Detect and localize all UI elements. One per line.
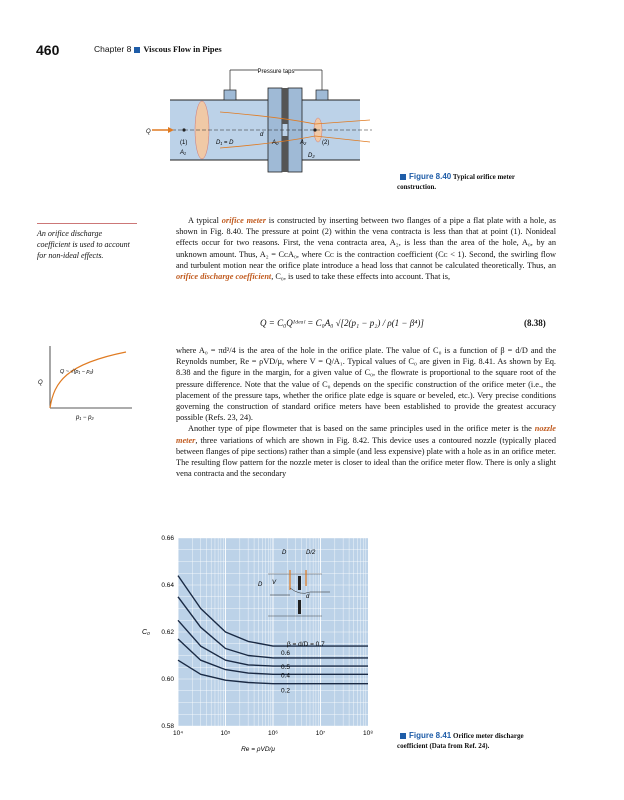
series-label: 0.5 [281,664,291,672]
series-label: 0.2 [281,687,291,695]
d2-label: D₂ [308,153,315,159]
p1-pre: A typical [188,216,222,225]
figure-8-41-chart [140,528,390,758]
page-number: 460 [36,42,60,58]
inset-v: V [272,580,277,586]
x-tick-label: 10⁷ [315,730,326,737]
p2-text: where A₀ = πd²/4 is the area of the hole in the orifice plate. The value of C₀ is a function of β = d/D and the Reynolds number, Re = ρVD/μ, where V = Q/A₁. Typical values of C₀ are given in Fig. 8.41. As shown by Eq. 8.38 and the figure in the margin, for a given value of C₀, the flowrate is proportional to the square root of the pressure difference. Note that the value of C₀ depends on the specific construction of the orifice meter (i.e., the placement of the pressure taps, whether the orifice plate edge is square or beveled, etc.). Very precise conditions governing the construction of standard orifice meters have been established to provide the greatest accuracy possible (Refs. 23, 24). [176,346,556,423]
square-bullet-icon [400,174,406,180]
margin-chart-curve-label: Q ~ √(p₁ − p₂) [60,369,94,375]
figure-8-40-label: Figure 8.40 [409,172,452,181]
figure-8-41-label: Figure 8.41 [409,731,452,740]
term-orifice-meter: orifice meter [221,216,266,225]
p3-pre: Another type of pipe flowmeter that is based on the same principles used in the orifice meter is the [188,424,535,434]
figure-8-41-caption-text: Orifice meter discharge coefficient (Data from Ref. 24). [397,732,524,750]
y-tick-label: 0.64 [161,582,174,589]
inset-d-left: D [258,582,263,588]
paragraph-1 [176,215,556,282]
pressure-tap-2 [316,90,328,100]
margin-chart-xlabel: p₁ − p₂ [76,415,94,421]
square-bullet-icon [400,733,406,739]
y-tick-label: 0.58 [161,723,174,730]
chapter-title: Viscous Flow in Pipes [143,44,222,54]
running-header [94,44,222,54]
x-tick-label: 10⁵ [220,730,231,737]
margin-note: An orifice discharge coefficient is used to account for non-ideal effects. [37,223,137,261]
d-label: d [260,132,264,138]
p3-post: , three variations of which are shown in Fig. 8.42. This device uses a contoured nozzle (typically placed between flanges of pipe sections) rather than a simple (and less expensive) plate with a hole as in an orifice meter. The resulting flow pattern for the nozzle meter is closer to ideal than the orifice meter flow. There is only a slight vena contracta and the secondary [176,435,556,479]
margin-chart-ylabel: Q [38,380,43,386]
y-tick-label: 0.62 [161,629,174,636]
series-label: 0.4 [281,672,291,680]
series-label: 0.6 [281,649,291,657]
pressure-tap-1 [224,90,236,100]
paragraph-2 [176,345,556,479]
p1-post: is constructed by inserting between two flanges of a pipe a flat plate with a hole, as shown in Fig. 8.40. The pressure at point (2) within the vena contracta is less than that at point (1). Nonideal effects occur for two reasons. First, the vena contracta area, A₂, is less than the area of the hole, A₀, by an unknown amount. Thus, A₂ = CᴄA₀, where Cᴄ is the contraction coefficient (Cᴄ < 1). Second, the swirling flow and turbulent motion near the orifice plate introduce a head loss that cannot be calculated theoretically. Thus, an [176,216,556,270]
sqrt-curve [50,352,126,408]
figure-8-40-caption-text: Typical orifice meter construction. [397,173,515,191]
d1-label: D₁ = D [216,140,234,146]
p1-post2: , C₀, is used to take these effects into account. That is, [271,272,451,282]
y-tick-label: 0.66 [161,535,174,542]
point-2-label: (2) [322,140,330,146]
x-tick-label: 10⁶ [268,730,278,737]
chapter-label: Chapter 8 [94,44,132,54]
point-1-label: (1) [180,140,188,146]
x-tick-label: 10⁴ [172,730,184,737]
margin-chart-q-vs-dp [36,342,136,422]
x-axis-label: Re = ρVD/μ [241,746,275,753]
inset-d-top: D [282,550,287,556]
figure-8-40-caption [397,172,527,192]
q-label: Q [146,129,151,135]
figure-8-41-caption [397,731,547,751]
inset-plate-bottom [298,600,301,614]
a1-label: A₁ [180,150,186,156]
inset-plate-top [298,576,301,590]
figure-8-40-orifice-diagram [140,62,390,192]
square-bullet-icon [134,47,140,53]
term-orifice-discharge-coefficient: orifice discharge coefficient [176,272,272,282]
y-axis-label: C₀ [142,629,151,636]
a0-label: A₀ [272,140,279,146]
y-tick-label: 0.60 [161,676,174,683]
beta-label: β = d/D = 0.7 [287,641,325,648]
inset-d-half: D/2 [306,550,316,556]
equation-number: (8.38) [524,318,546,328]
pressure-taps-label: Pressure taps [257,69,295,75]
equation-8-38: Q = C₀Qᴵᵈᵉᵃˡ = C₀A₀ √[2(p₁ − p₂) / ρ(1 − β⁴)] [260,318,424,328]
x-tick-label: 10⁸ [363,730,373,737]
inset-d-small: d [306,594,310,600]
a2-label: A₂ [300,140,307,146]
term-nozzle-meter: nozzle meter [176,424,556,445]
